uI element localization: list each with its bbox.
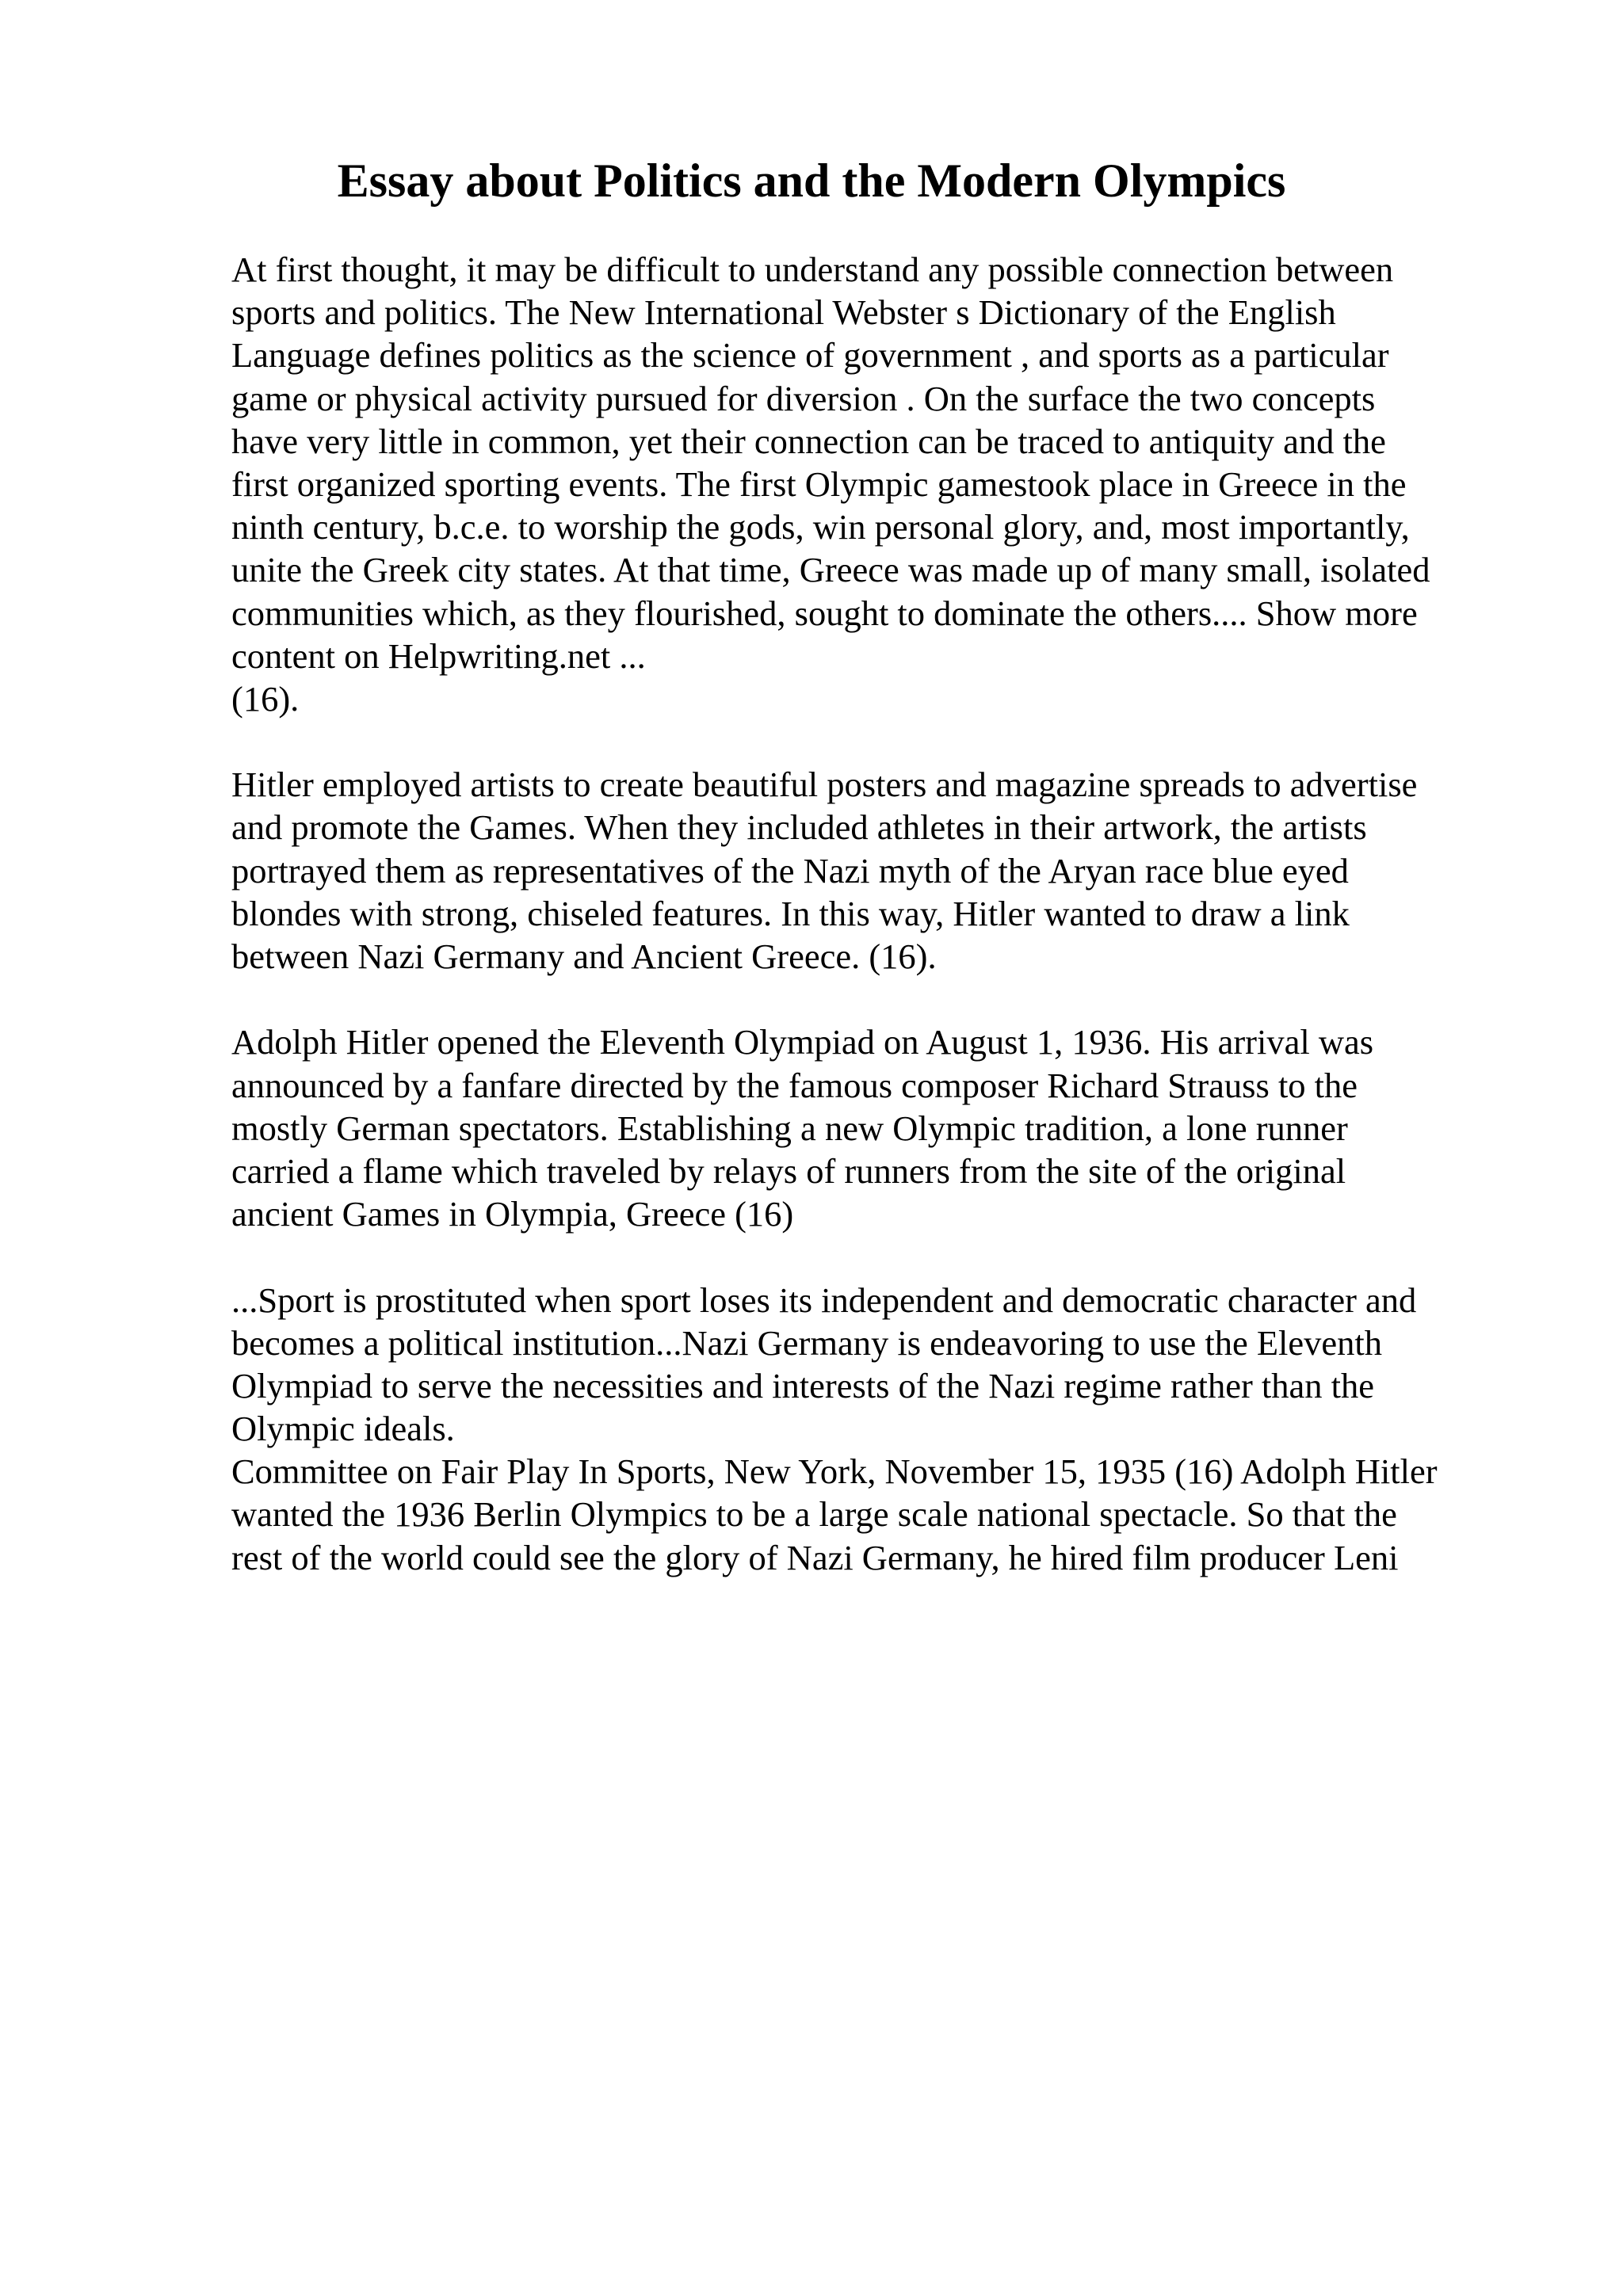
text-line: between Nazi Germany and Ancient Greece. (16). [231,936,937,976]
text-line: mostly German spectators. Establishing a new Olympic tradition, a lone runner [231,1108,1348,1148]
document-title: Essay about Politics and the Modern Olympics [337,154,1286,207]
document-body [231,248,1515,1579]
text-line: blondes with strong, chiseled features. In this way, Hitler wanted to draw a link [231,893,1350,933]
text-line: Olympic ideals. [231,1409,455,1449]
text-line: becomes a political institution...Nazi Germany is endeavoring to use the Eleventh [231,1322,1383,1363]
text-line: portrayed them as representatives of the Nazi myth of the Aryan race blue eyed [231,850,1349,891]
paragraph-opening [231,1020,1515,1235]
text-line: and promote the Games. When they included athletes in their artwork, the artists [231,807,1367,848]
text-line: have very little in common, yet their connection can be traced to antiquity and the [231,421,1386,461]
text-line: wanted the 1936 Berlin Olympics to be a large scale national spectacle. So that the [231,1494,1397,1535]
text-line: Committee on Fair Play In Sports, New York, November 15, 1935 (16) Adolph Hitler [231,1451,1438,1492]
text-line: ...Sport is prostituted when sport loses its independent and democratic character and [231,1280,1417,1320]
paragraph-posters [231,763,1515,978]
text-line: Hitler employed artists to create beautiful posters and magazine spreads to advertise [231,765,1418,805]
text-line: ancient Games in Olympia, Greece (16) [231,1194,794,1234]
paragraph-spacer [231,978,1515,1020]
text-line: sports and politics. The New International Webster s Dictionary of the English [231,292,1336,333]
text-line: announced by a fanfare directed by the famous composer Richard Strauss to the [231,1065,1358,1105]
text-line: Olympiad to serve the necessities and interests of the Nazi regime rather than the [231,1365,1375,1405]
text-line: At first thought, it may be difficult to understand any possible connection between [231,250,1394,289]
text-line: unite the Greek city states. At that time, Greece was made up of many small, isolated [231,550,1430,590]
text-line: rest of the world could see the glory of Nazi Germany, he hired film producer Leni [231,1537,1399,1577]
text-line: carried a flame which traveled by relays of runners from the site of the original [231,1150,1346,1191]
paragraph-intro [231,248,1515,720]
text-line: communities which, as they flourished, sought to dominate the others.... Show more [231,593,1418,633]
paragraph-spacer [231,1235,1515,1278]
text-line: Adolph Hitler opened the Eleventh Olympiad on August 1, 1936. His arrival was [231,1022,1374,1062]
paragraph-spacer [231,720,1515,763]
text-line: content on Helpwriting.net ... [231,635,646,676]
text-line: game or physical activity pursued for diversion . On the surface the two concepts [231,378,1376,418]
paragraph-quote [231,1279,1515,1579]
text-line: (16). [231,678,300,719]
text-line: Language defines politics as the science of government , and sports as a particular [231,335,1389,376]
text-line: ninth century, b.c.e. to worship the gods, win personal glory, and, most importantly, [231,507,1410,547]
text-line: first organized sporting events. The first Olympic gamestook place in Greece in the [231,463,1407,504]
